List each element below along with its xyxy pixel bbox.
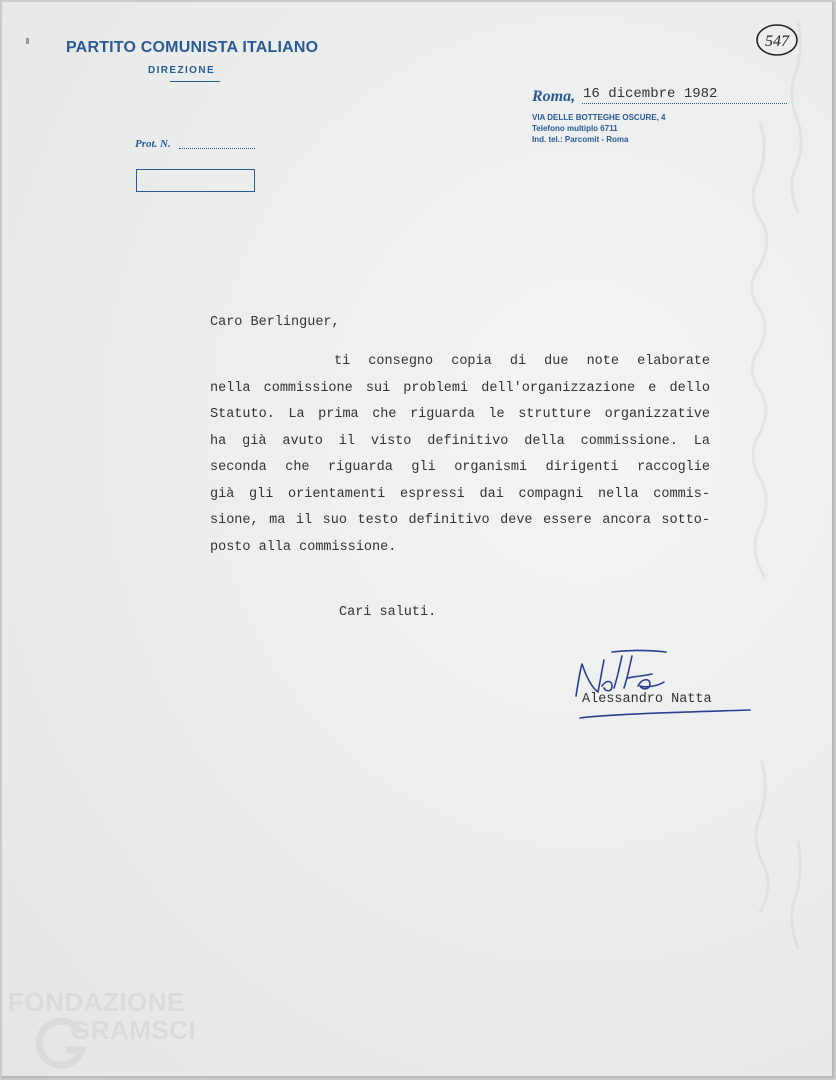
protocol-box bbox=[136, 169, 255, 192]
body-line: ha già avuto il visto definitivo della commissione. La bbox=[210, 433, 710, 449]
watermark-logo-icon bbox=[36, 1018, 88, 1070]
signer-name: Alessandro Natta bbox=[582, 692, 712, 707]
closing: Cari saluti. bbox=[339, 605, 437, 620]
department-name: DIREZIONE bbox=[148, 65, 216, 76]
party-name: PARTITO COMUNISTA ITALIANO bbox=[66, 39, 319, 56]
address-block bbox=[532, 112, 666, 145]
salutation: Caro Berlinguer, bbox=[210, 315, 340, 330]
sheet-number-stamp bbox=[754, 22, 802, 58]
body-line: seconda che riguarda gli organismi dirigenti raccoglie bbox=[210, 460, 710, 475]
body-line: Statuto. La prima che riguarda le strutture organizzative bbox=[210, 407, 710, 422]
protocol-label: Prot. N. bbox=[135, 138, 171, 150]
sheet-number: 547 bbox=[765, 33, 789, 50]
watermark-line-1: FONDAZIONE bbox=[8, 987, 185, 1017]
letterhead-rule bbox=[170, 81, 220, 82]
street-address: VIA DELLE BOTTEGHE OSCURE, 4 bbox=[532, 113, 666, 122]
body-line: posto alla commissione. bbox=[210, 539, 397, 555]
body-line: sione, ma il suo testo definitivo deve essere ancora sotto- bbox=[210, 513, 710, 528]
body-line: ti consegno copia di due note elaborate bbox=[334, 354, 710, 369]
city-label: Roma, bbox=[532, 88, 576, 105]
body-line: già gli orientamenti espressi dai compagni nella commis- bbox=[210, 486, 710, 502]
date-dotted-line bbox=[582, 103, 787, 104]
scan-mark bbox=[26, 38, 29, 44]
body-line: nella commissione sui problemi dell'organizzazione e dello bbox=[210, 380, 710, 396]
protocol-dotted-line bbox=[179, 148, 255, 149]
letter-body bbox=[210, 349, 710, 561]
telegraph-address: Ind. tel.: Parcomit - Roma bbox=[532, 135, 629, 144]
handwritten-signature bbox=[568, 646, 758, 726]
letter-page bbox=[2, 2, 834, 1078]
letter-date: 16 dicembre 1982 bbox=[583, 86, 718, 102]
bleed-through-marks bbox=[702, 2, 822, 1076]
watermark-line-2: GRAMSCI bbox=[70, 1015, 197, 1045]
phone-number: Telefono multiplo 6711 bbox=[532, 124, 618, 133]
